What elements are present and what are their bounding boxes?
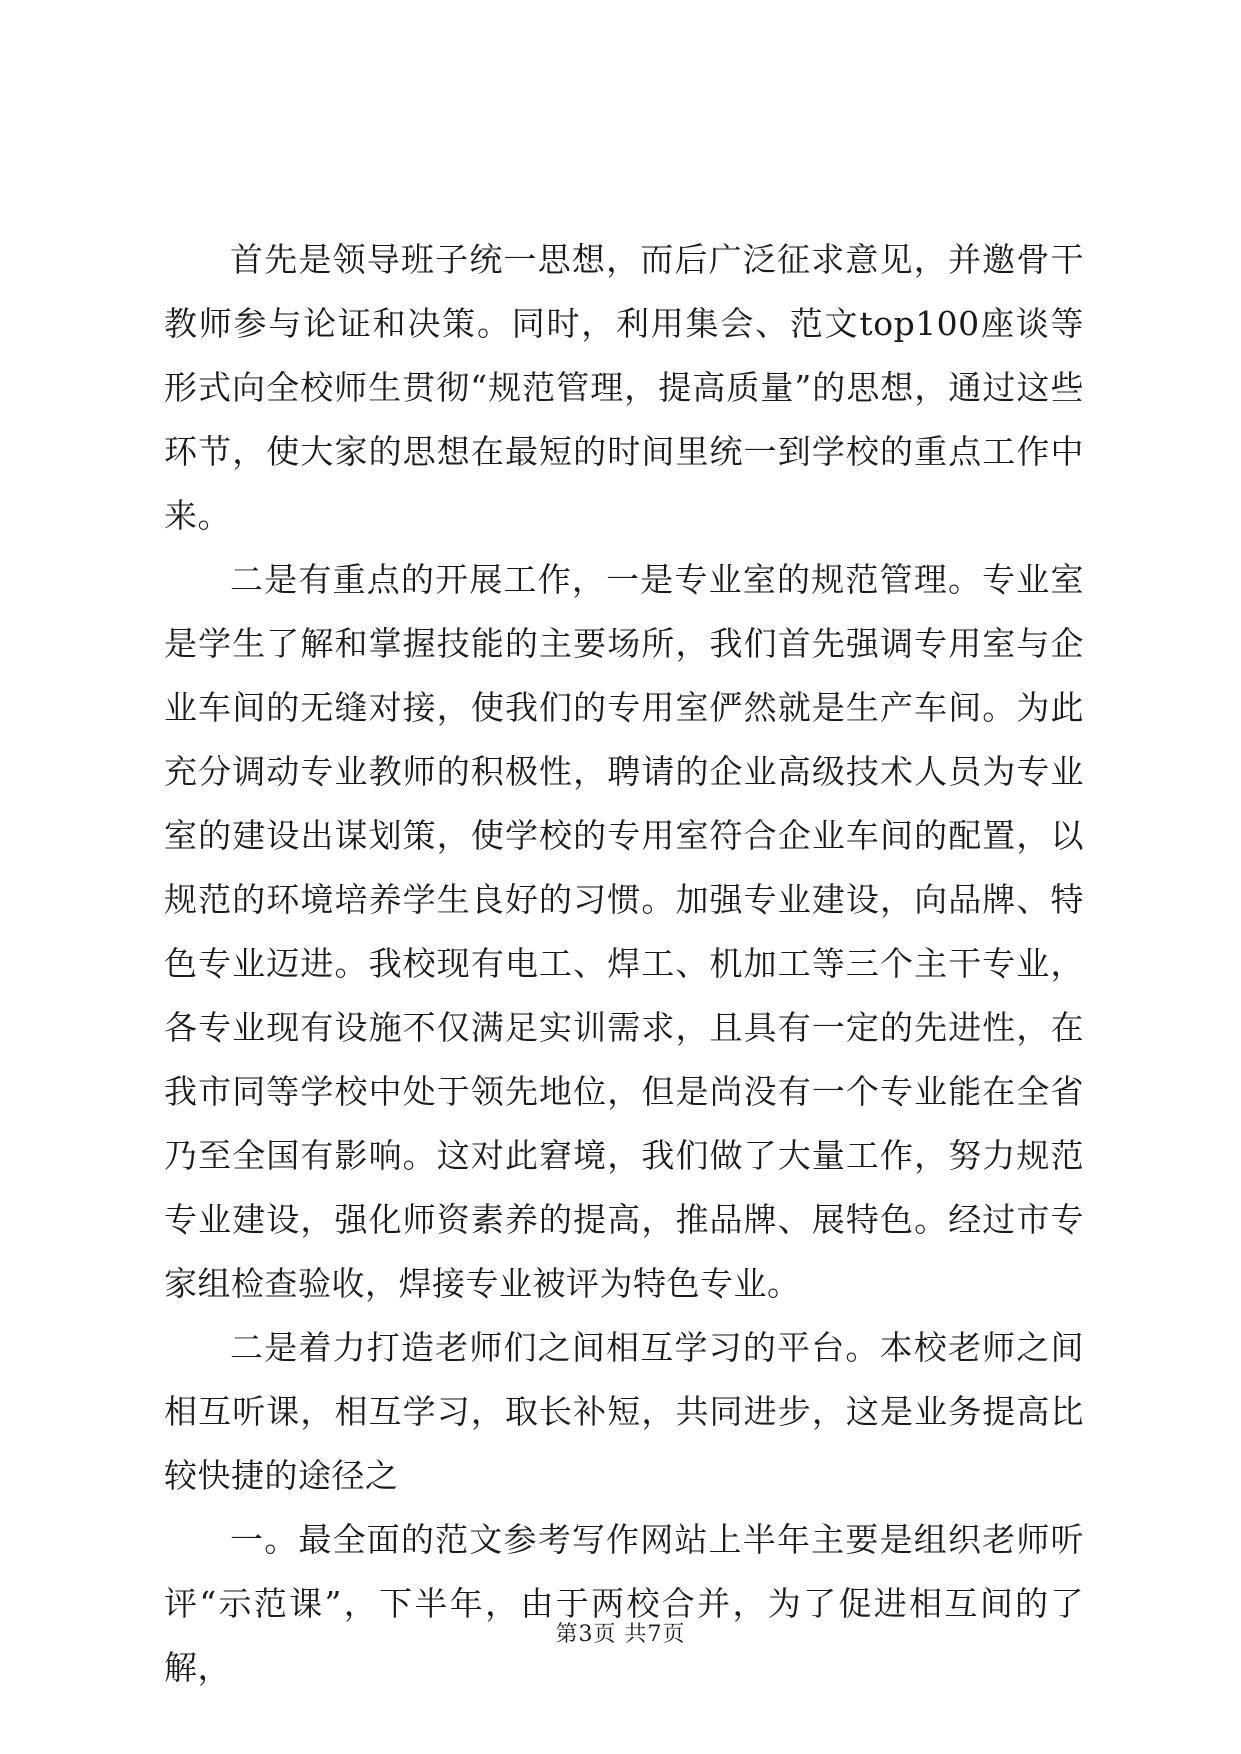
paragraph-2: 二是有重点的开展工作，一是专业室的规范管理。专业室是学生了解和掌握技能的主要场所，我们首先强调专用室与企业车间的无缝对接，使我们的专用室俨然就是生产车间。为此充分调动专业教师的积极性，聘请的企业高级技术人员为专业室的建设出谋划策，使学校的专用室符合企业车间的配置，以规范的环境培养学生良好的习惯。加强专业建设，向品牌、特色专业迈进。我校现有电工、焊工、机加工等三个主干专业，各专业现有设施不仅满足实训需求，且具有一定的先进性，在我市同等学校中处于领先地位，但是尚没有一个专业能在全省乃至全国有影响。这对此窘境，我们做了大量工作，努力规范专业建设，强化师资素养的提高，推品牌、展特色。经过市专家组检查验收，焊接专业被评为特色专业。 bbox=[164, 560, 1084, 1303]
paragraph-3: 二是着力打造老师们之间相互学习的平台。本校老师之间相互听课，相互学习，取长补短，共同进步，这是业务提高比较快捷的途径之 bbox=[164, 1328, 1084, 1495]
paragraph-1: 首先是领导班子统一思想，而后广泛征求意见，并邀骨干教师参与论证和决策。同时，利用集会、范文top100座谈等形式向全校师生贯彻“规范管理，提高质量”的思想，通过这些环节，使大家的思想在最短的时间里统一到学校的重点工作中来。 bbox=[164, 240, 1084, 535]
page-number-footer: 第3页 共7页 bbox=[555, 1622, 686, 1647]
document-body bbox=[164, 228, 1084, 1700]
paragraph-4: 一。最全面的范文参考写作网站上半年主要是组织老师听评“示范课”，下半年，由于两校合并，为了促进相互间的了解， bbox=[164, 1520, 1084, 1687]
